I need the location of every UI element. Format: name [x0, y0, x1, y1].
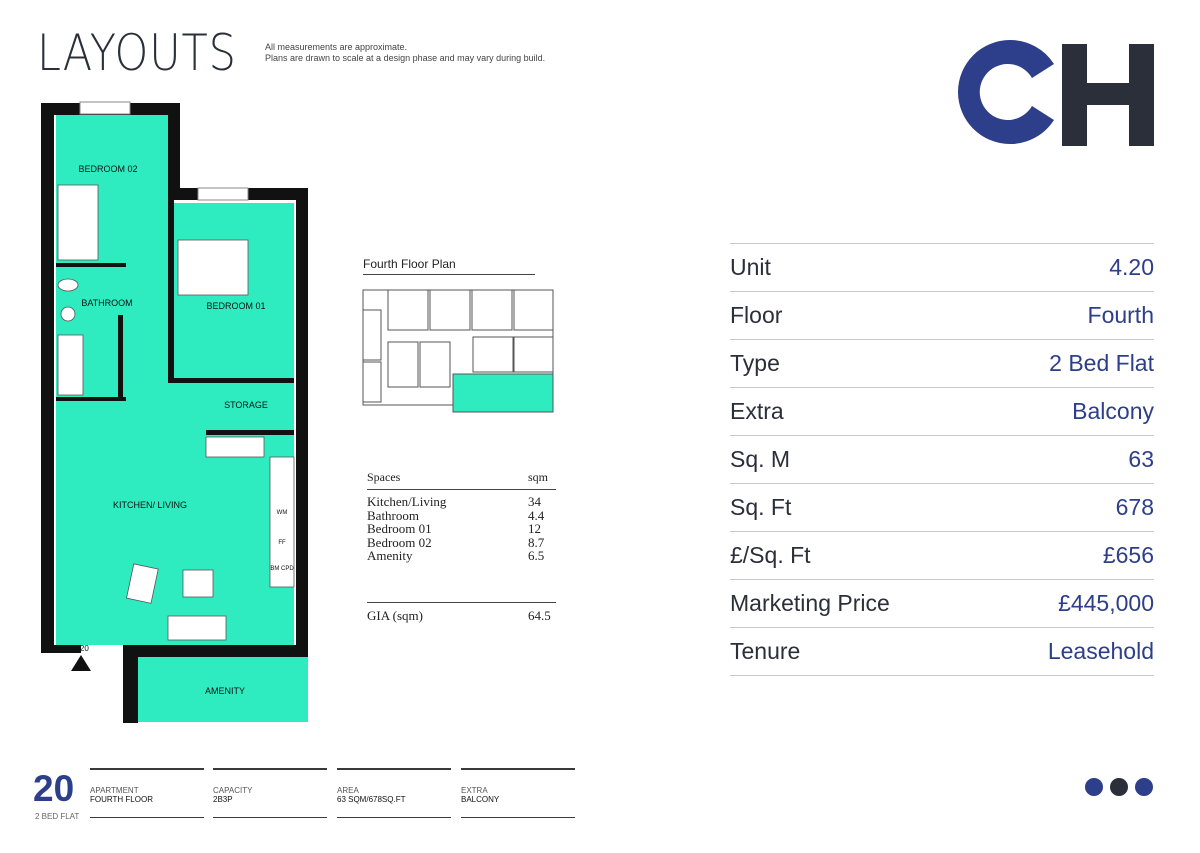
ch-logo: [958, 40, 1158, 155]
detail-value: Leasehold: [1047, 638, 1154, 664]
note-line-2: Plans are drawn to scale at a design phase and may vary during build.: [265, 53, 546, 63]
detail-value: £656: [1102, 542, 1154, 568]
detail-row-extra: [730, 388, 1154, 436]
spaces-table: [367, 470, 556, 563]
dot-indicator: [1085, 778, 1103, 796]
detail-label: Sq. M: [730, 446, 791, 472]
detail-label: Type: [730, 350, 780, 376]
footer-extra-value: BALCONY: [461, 795, 500, 804]
footer-extra-label: EXTRA: [461, 786, 488, 795]
footer-capacity-value: 2B3P: [213, 795, 233, 804]
space-name: Amenity: [367, 548, 413, 563]
room-label-bathroom: BATHROOM: [81, 298, 133, 308]
page-title: LAYOUTS: [37, 24, 237, 82]
space-name: Bedroom 01: [367, 521, 432, 536]
gia-row: [367, 602, 556, 624]
floor-plan: [38, 100, 318, 730]
spaces-header-name: Spaces: [367, 470, 401, 484]
footer-apartment-label: APARTMENT: [90, 786, 139, 795]
entrance-arrow-icon: [71, 655, 91, 671]
note-line-1: All measurements are approximate.: [265, 42, 408, 52]
space-name: Kitchen/Living: [367, 494, 447, 509]
dot-indicator: [1110, 778, 1128, 796]
spaces-row: [367, 549, 556, 563]
space-sqm: 34: [528, 494, 541, 509]
detail-row-marketing-price: [730, 580, 1154, 628]
property-details-table: [730, 243, 1154, 676]
detail-row-price-per-sqft: [730, 532, 1154, 580]
room-label-storage: STORAGE: [224, 400, 268, 410]
room-label-amenity: AMENITY: [204, 686, 246, 696]
spaces-row: [367, 495, 556, 509]
detail-label: £/Sq. Ft: [730, 542, 811, 568]
detail-row-tenure: [730, 628, 1154, 676]
footer-area: [337, 768, 451, 818]
spaces-row: [367, 509, 556, 523]
gia-label: GIA (sqm): [367, 608, 423, 623]
space-name: Bedroom 02: [367, 534, 432, 550]
room-label-bedroom02: BEDROOM 02: [78, 164, 138, 174]
detail-row-sqm: [730, 436, 1154, 484]
detail-row-type: [730, 340, 1154, 388]
detail-label: Extra: [730, 398, 784, 424]
footer-capacity-label: CAPACITY: [213, 786, 253, 795]
detail-label: Sq. Ft: [730, 494, 792, 520]
space-sqm: 8.7: [528, 534, 545, 550]
space-sqm: 4.4: [528, 507, 545, 523]
spaces-table-header: [367, 470, 556, 490]
gia-value: 64.5: [528, 608, 551, 623]
detail-row-floor: [730, 292, 1154, 340]
detail-row-unit: [730, 244, 1154, 292]
footer-apartment-value: FOURTH FLOOR: [90, 795, 153, 804]
footer-capacity: [213, 768, 327, 818]
room-label-bedroom01: BEDROOM 01: [206, 301, 266, 311]
dot-indicator: [1135, 778, 1153, 796]
footer-area-label: AREA: [337, 786, 359, 795]
footer-subtitle: 2 BED FLAT: [35, 812, 80, 821]
detail-label: Marketing Price: [730, 590, 890, 616]
logo-c-letter: [958, 40, 1054, 144]
detail-row-sqft: [730, 484, 1154, 532]
space-sqm: 6.5: [528, 548, 545, 563]
page-number: 20: [33, 768, 75, 809]
appliance-label-ff: FF: [278, 540, 286, 546]
footer-extra: [461, 768, 575, 818]
detail-value: 4.20: [1109, 254, 1154, 280]
detail-label: Floor: [730, 302, 783, 328]
keyplan-diagram: [358, 282, 558, 422]
footer-apartment: [90, 768, 204, 818]
detail-value: Balcony: [1072, 398, 1154, 424]
detail-label: Tenure: [730, 638, 801, 664]
room-label-kitchen: KITCHEN/ LIVING: [112, 500, 188, 510]
measurement-note: [265, 42, 545, 64]
spaces-row: [367, 536, 556, 550]
unit-label: 4.20: [73, 644, 89, 653]
appliance-label-bmcpd: BM CPD: [270, 566, 294, 572]
detail-value: 2 Bed Flat: [1049, 350, 1154, 376]
detail-value: 63: [1128, 446, 1154, 472]
footer-area-value: 63 SQM/678SQ.FT: [337, 795, 406, 804]
detail-label: Unit: [730, 254, 771, 280]
keyplan-divider: [363, 274, 535, 275]
space-name: Bathroom: [367, 507, 419, 523]
space-sqm: 12: [528, 521, 541, 536]
detail-value: Fourth: [1087, 302, 1154, 328]
appliance-label-wm: WM: [276, 510, 288, 516]
spaces-row: [367, 522, 556, 536]
detail-value: 678: [1115, 494, 1154, 520]
detail-value: £445,000: [1058, 590, 1154, 616]
page-dots: [1085, 778, 1153, 796]
keyplan-label: Fourth Floor Plan: [363, 257, 456, 271]
spaces-header-unit: sqm: [528, 470, 549, 484]
logo-h-letter: [1062, 44, 1154, 146]
